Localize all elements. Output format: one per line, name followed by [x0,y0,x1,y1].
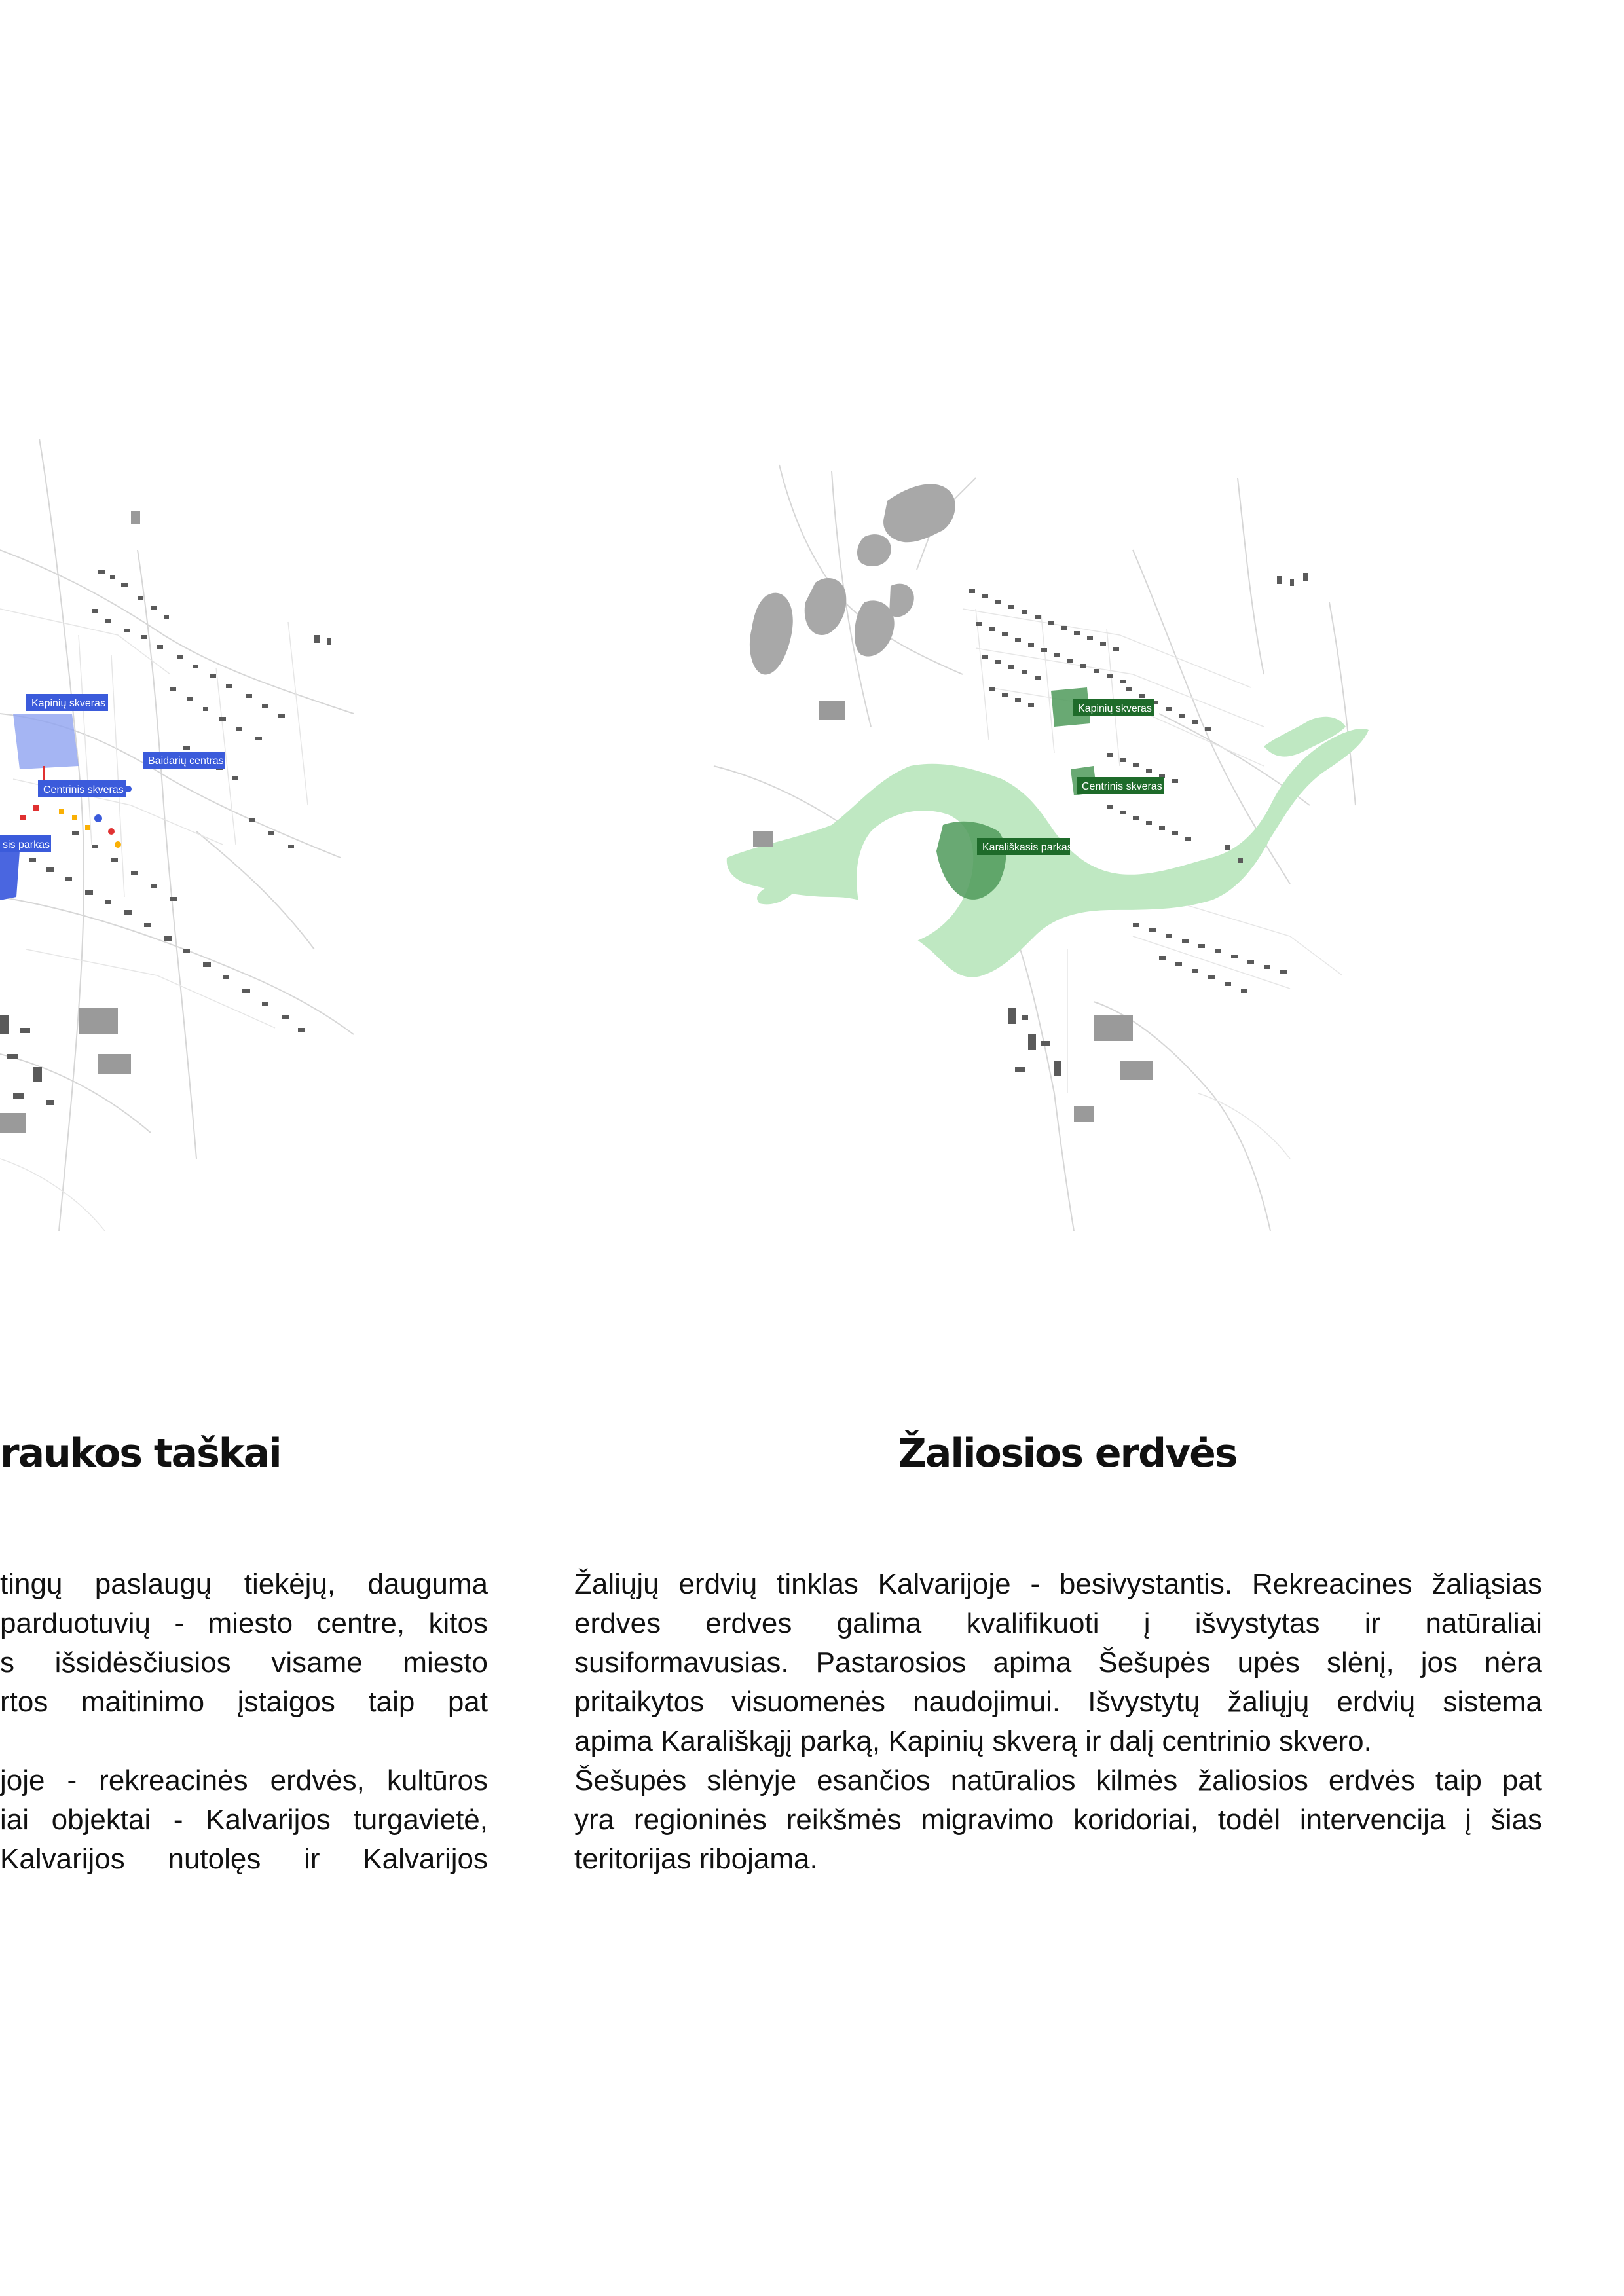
svg-text:Kapinių skveras: Kapinių skveras [1078,703,1152,714]
right-section-paragraph [574,1565,1542,1879]
right-label-kapiniu-skveras [1073,699,1154,716]
right-map [701,439,1408,1231]
paragraph-line: erdves erdves galima kvalifikuoti į išvystytas ir natūraliai [574,1607,1542,1639]
paragraph-line: Kalvarijos nutolęs ir Kalvarijos [0,1843,488,1875]
right-section-heading: Žaliosios erdvės [898,1430,1237,1476]
left-label-baidariu-centras [143,752,225,769]
paragraph-line: teritorijas ribojama. [574,1843,818,1875]
paragraph-gap [0,1722,488,1761]
left-label-centrinis-skveras [38,780,126,797]
paragraph-line: tingų paslaugų tiekėjų, dauguma [0,1568,488,1600]
left-label-kapiniu-skveras [26,694,108,711]
left-map-canvas [0,439,367,1231]
left-label-parkas [0,835,51,852]
svg-text:Centrinis skveras: Centrinis skveras [1082,781,1162,792]
paragraph-line: apima Karališkąjį parką, Kapinių skverą ir dalį centrinio skvero. [574,1725,1372,1757]
paragraph-line: Žaliųjų erdvių tinklas Kalvarijoje - besivystantis. Rekreacines žaliąsias [574,1568,1542,1600]
paragraph-line: iai objektai - Kalvarijos turgavietė, [0,1804,488,1836]
svg-text:Karališkasis parkas: Karališkasis parkas [982,842,1073,853]
paragraph-line: rtos maitinimo įstaigos taip pat [0,1686,488,1718]
paragraph-line: susiformavusias. Pastarosios apima Šešupės upės slėnį, jos nėra [574,1647,1542,1679]
paragraph-line: yra regioninės reikšmės migravimo koridoriai, todėl intervencija į šias [574,1804,1542,1836]
right-label-karaliskasis-parkas [977,838,1073,855]
paragraph-line: joje - rekreacinės erdvės, kultūros [0,1764,488,1796]
left-map [0,439,367,1231]
svg-text:Baidarių centras: Baidarių centras [148,756,224,767]
paragraph-line: parduotuvių - miesto centre, kitos [0,1607,488,1639]
paragraph-line: pritaikytos visuomenės naudojimui. Išvystytų žaliųjų erdvių sistema [574,1686,1542,1718]
svg-text:Kapinių skveras: Kapinių skveras [31,698,105,709]
left-section-heading: raukos taškai [0,1430,281,1476]
svg-text:sis parkas: sis parkas [3,839,50,850]
right-map-canvas [701,439,1408,1231]
paragraph-line: s išsidėsčiusios visame miesto [0,1647,488,1679]
right-label-centrinis-skveras [1077,777,1164,794]
svg-text:Centrinis skveras: Centrinis skveras [43,784,124,795]
paragraph-line: Šešupės slėnyje esančios natūralios kilmės žaliosios erdvės taip pat [574,1764,1542,1796]
left-section-paragraph [0,1565,488,1879]
